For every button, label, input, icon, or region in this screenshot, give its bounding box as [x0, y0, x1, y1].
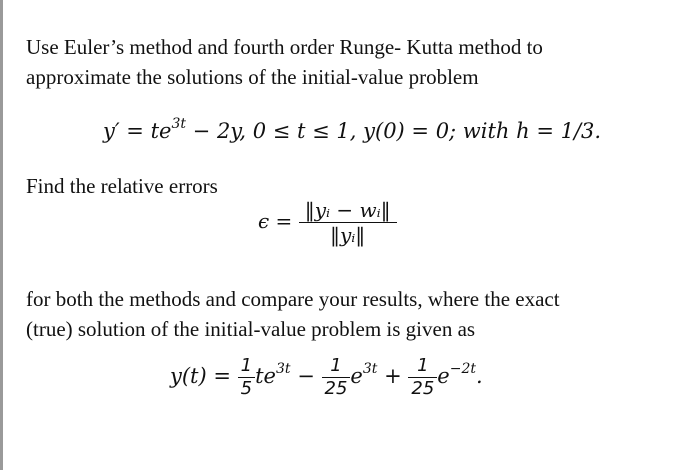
instruction-line-2: (true) solution of the initial-value problem is given as: [26, 317, 476, 341]
term1-fraction: [238, 355, 255, 400]
intro-line-1: Use Euler’s method and fourth order Runge- Kutta method to: [26, 35, 543, 59]
term2-fraction: [322, 355, 351, 400]
term3-exponent: −2t: [449, 361, 476, 377]
error-numerator: ‖yᵢ − wᵢ‖: [304, 198, 391, 222]
error-formula-lhs: ϵ =: [258, 209, 293, 233]
exact-solution: [170, 355, 483, 400]
term2-denominator: 25: [322, 377, 351, 400]
ivp-lhs: y′ = te: [103, 119, 172, 143]
ivp-equation: [103, 116, 601, 143]
error-formula: [258, 198, 397, 247]
term2-body: e: [350, 364, 363, 388]
solution-end-period: .: [476, 364, 483, 388]
ivp-exponent: 3t: [171, 116, 186, 132]
intro-line-2: approximate the solutions of the initial-value problem: [26, 65, 479, 89]
instruction-text: [26, 284, 674, 344]
solution-lhs: y(t) =: [170, 364, 231, 388]
term2-exponent: 3t: [362, 361, 378, 377]
operator-minus: −: [297, 364, 315, 388]
relative-errors-label: Find the relative errors: [26, 174, 218, 198]
error-denominator: ‖yᵢ‖: [299, 222, 397, 247]
problem-intro: [26, 32, 674, 92]
term3-denominator: 25: [408, 377, 437, 400]
term2-numerator: 1: [330, 355, 342, 376]
term1-denominator: 5: [238, 377, 255, 400]
term3-fraction: [408, 355, 437, 400]
instruction-line-1: for both the methods and compare your results, where the exact: [26, 287, 560, 311]
term1-body: te: [255, 364, 276, 388]
term1-exponent: 3t: [275, 361, 291, 377]
operator-plus: +: [384, 364, 402, 388]
term3-body: e: [437, 364, 450, 388]
term3-numerator: 1: [417, 355, 429, 376]
ivp-rhs: − 2y, 0 ≤ t ≤ 1, y(0) = 0; with h = 1/3.: [186, 119, 602, 143]
term1-numerator: 1: [240, 355, 253, 376]
left-edge-border: [0, 0, 3, 470]
error-fraction: [299, 198, 397, 247]
